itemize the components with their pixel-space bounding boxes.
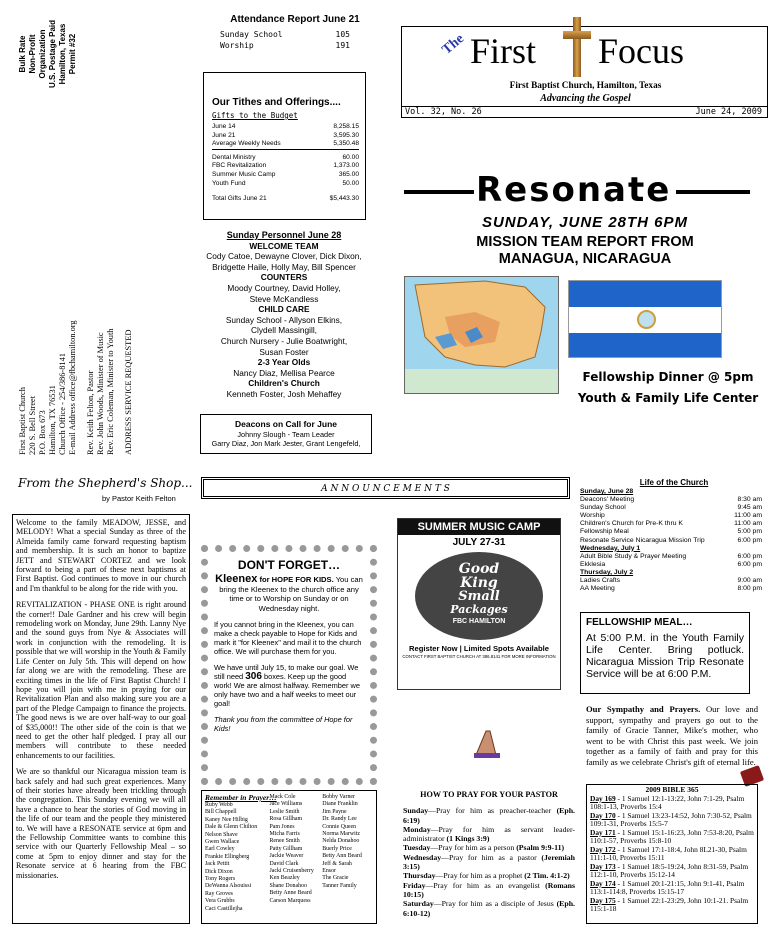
event-time: 6:00 pm [737, 560, 762, 568]
total-value: $5,443.30 [329, 195, 359, 203]
personnel-line: Kenneth Foster, Josh Mehaffey [226, 388, 342, 399]
personnel-line: Susan Foster [259, 346, 309, 357]
pastor-prayer [403, 790, 575, 918]
prayer-name: Shane Donahoo [269, 882, 307, 889]
announcements-banner: A N N O U N C E M E N T S [201, 477, 570, 499]
paragraph [16, 518, 186, 593]
event-name: Fellowship Meal [580, 528, 629, 536]
life-title: Life of the Church [639, 478, 709, 487]
personnel-title: Sunday Personnel June 28 [226, 230, 342, 240]
weekday: Friday [403, 880, 426, 890]
fellowship-text: At 5:00 P.M. in the Youth Family Life Center. Bring potluck. Nicaragua Mission Trip Resonate Service will be at 6:00 P.M. [586, 632, 744, 680]
life-event [580, 561, 768, 569]
indicia-line: Organization [38, 29, 47, 79]
scripture-ref: (Eph. 6:19) [403, 806, 575, 825]
prayer-name: Carson Marquess [269, 897, 311, 904]
personnel-line: Nancy Diaz, Mellisa Pearce [233, 367, 335, 378]
life-of-church [580, 478, 768, 593]
event-time: 5:00 pm [737, 528, 762, 536]
prayer-name: Bill Chappell [205, 809, 237, 816]
indicia-line: Non-Profit [28, 34, 37, 74]
tithe-label: Youth Fund [212, 179, 246, 187]
resonate-rule-right [676, 190, 750, 194]
prayer-name: Tony Rogers [205, 876, 236, 883]
event-time: 11:00 am [734, 520, 762, 528]
shepherd-title: From the Shepherd's Shop... [18, 476, 193, 490]
attendance-value: 191 [335, 41, 350, 50]
event-time: 6:00 pm [737, 552, 762, 560]
day-reading: - 1 Samuel 17:1-18:4, John 8L21-30, Psalm 111:1-10, Proverbs 15:11 [590, 844, 747, 862]
fellowship-meal-box [580, 612, 750, 694]
prayer-name: Vera Grubbs [205, 898, 235, 905]
day-label: Day 169 [590, 793, 616, 803]
weekday: Thursday [403, 871, 436, 881]
event-time: 8:30 am [737, 496, 762, 504]
personnel-line: Cody Catoe, Dewayne Clover, Dick Dixon, [206, 251, 362, 262]
tithe-label: Dental Ministry [212, 153, 256, 161]
life-event [580, 504, 768, 512]
weekday: Tuesday [403, 843, 431, 853]
paragraph-text: We are so thankful our Nicaragua mission team is back safely and had such great experiences. Many of their stories have already been trickling through the congregation. This Sunday evening we will all have a chance to hear the stories of God moving in the life of our team and the people they ministered to. We will have a RESONATE service at 6pm and the Fellowship Committee wants to combine this service with our Quarterly Fellowship Meal – so come at 5pm to enjoy dinner and stay for the Resonate service at 6 hearing from the FBC missionaries. [16, 767, 186, 880]
life-event [580, 496, 768, 504]
resonate-line: MISSION TEAM REPORT FROM [476, 234, 694, 250]
day-label: Day 172 [590, 844, 616, 854]
personnel-line: Sunday School - Allyson Elkins, [225, 314, 343, 325]
prayer-column [322, 794, 373, 913]
prayer-focus: —Pray for him as a pastor [441, 852, 542, 862]
prayer-focus: —Pray for him as a person [430, 843, 517, 853]
paragraph [16, 600, 186, 760]
bible-day [590, 795, 754, 812]
event-name: Deacons' Meeting [580, 496, 635, 504]
hope-for-kids: for HOPE FOR KIDS. [257, 575, 334, 584]
paragraph-text: REVITALIZATION - PHASE ONE is right around the corner!! Dale Gardner and his crew will begin remodeling work on Monday, June 29th. Lanny Nye and the sound guys from Nye & Associates will work in conjunction with the remodeling. It is possible that we will worship in the Youth & Family Life Center on July 5th. This will depend on how far along we are with the remodeling. These are exciting times in the life of First Baptist Church! I hope you will join with me in praying for our Revitalization Plan and also making sure you are a part of the Pledge Campaign to finance the projects. The good news is we are over half-way to our goal of $35,000!! The other side of the coin is that we need to get the other half pledged. I pray all our members will contribute to these needed enhancements to our facilities. [16, 600, 186, 760]
sympathy [586, 704, 758, 767]
kleenex-box [201, 545, 377, 785]
camp-logo [415, 552, 543, 640]
sunday-personnel [200, 230, 368, 400]
prayer-focus: —Pray for him as an evangelist [425, 880, 546, 890]
prayer-name: Ken Beazley [269, 875, 300, 882]
camp-register: Register Now | Limited Spots Available [409, 644, 549, 653]
scripture-ref: (Eph. 6:10-12) [403, 899, 575, 918]
prayer-name: Tanner Family [322, 882, 357, 889]
tithe-label: June 14 [212, 123, 236, 130]
prayer-name: Renee Smith [269, 838, 300, 845]
kleenex-title: DON'T FORGET… [237, 558, 341, 572]
prayer-name: Pam Jones [269, 823, 295, 830]
tithe-row [212, 123, 359, 132]
prayer-name: DeWanna Alsouissi [205, 883, 252, 890]
prayer-name: Leslie Smith [269, 808, 300, 815]
prayer-name: Ray Groves [205, 890, 233, 897]
pastor-prayer-line [403, 843, 575, 852]
tithe-row [212, 140, 359, 150]
weekday: Monday [403, 824, 431, 834]
map-image [405, 277, 559, 394]
scripture-ref: (Psalm 9:9-11) [516, 843, 565, 853]
attendance-label: Worship [220, 41, 254, 50]
pastor-prayer-title: HOW TO PRAY FOR YOUR PASTOR [420, 790, 558, 799]
prayer-name: Jack Pettit [205, 861, 230, 868]
bible-days [590, 795, 754, 914]
prayer-focus: —Pray for him as a prophet [435, 871, 525, 881]
cross-icon [563, 17, 591, 77]
life-day: Sunday, June 28 [580, 488, 634, 495]
tithes-rows [212, 123, 359, 188]
tithe-label: June 21 [212, 131, 236, 139]
prayer-name: Earl Cowley [205, 846, 235, 853]
prayer-name: Patty Gillham [269, 845, 303, 852]
indicia-line: Permit #32 [68, 33, 77, 75]
day-label: Day 170 [590, 810, 616, 820]
tithe-value: 8,258.15 [333, 123, 359, 130]
personnel-line: Clydell Massingill, [251, 325, 317, 336]
personnel-heading: 2-3 Year Olds [257, 357, 311, 368]
event-name: Worship [580, 512, 605, 520]
event-name: AA Meeting [580, 585, 615, 593]
event-name: Resonate Service Nicaragua Mission Trip [580, 536, 705, 544]
tithes-subtitle: Gifts to the Budget [212, 111, 298, 120]
boxes-needed: 306 [245, 671, 262, 682]
personnel-heading: WELCOME TEAM [249, 240, 319, 251]
camp-title: SUMMER MUSIC CAMP [398, 519, 560, 535]
prayer-name: Ruby Webb [205, 802, 233, 808]
sympathy-lead: Our Sympathy and Prayers. [586, 704, 701, 714]
fellowship-title: FELLOWSHIP MEAL… [586, 617, 693, 628]
bible-title: 2009 BIBLE 365 [645, 785, 699, 794]
prayer-name: Betty Ann Beard [322, 853, 362, 860]
camp-contact: CONTACT FIRST BAPTIST CHURCH AT 386.8141 FOR MORE INFORMATION [402, 654, 556, 659]
day-reading: - 1 Samuel 15:1-16:23, John 7:53-8:20, Psalm 110:1-57, Proverbs 15:8-10 [590, 827, 754, 845]
address-line: Rev. John Woods, Minister of Music [96, 332, 105, 455]
tithe-label: Average Weekly Needs [212, 140, 281, 148]
kleenex-text: We have until July 15, to make our goal. We still need [214, 663, 359, 681]
issue-date: June 24, 2009 [695, 107, 762, 117]
prayer-name: Caci Castillejha [205, 905, 243, 912]
music-camp-ad [397, 518, 561, 690]
personnel-lines [200, 241, 368, 400]
day-reading: - 1 Samuel 22:1-23:29, John 10:1-21. Psalm 115:1-18 [590, 895, 749, 913]
address-line: Hamilton, TX 76531 [48, 385, 57, 455]
prayer-name: Micha Farris [269, 831, 300, 838]
personnel-line: Moody Courtney, David Holley, [227, 282, 341, 293]
return-address [18, 320, 134, 455]
personnel-heading: COUNTERS [260, 272, 308, 283]
prayer-column [269, 794, 322, 913]
motto: Advancing the Gospel [540, 93, 631, 104]
day-label: Day 175 [590, 895, 616, 905]
tithe-value: 5,350.48 [333, 140, 359, 148]
logo-text: King [460, 575, 498, 591]
indicia-line: U.S. Postage Paid [48, 19, 57, 88]
deacons-line: Garry Diaz, Jon Mark Jester, Grant Lengefeld, [211, 439, 361, 448]
logo-text: FBC HAMILTON [452, 618, 506, 625]
weekday: Sunday [403, 806, 429, 816]
life-event [580, 528, 768, 536]
day-label: Day 173 [590, 861, 616, 871]
address-line: Rev. Eric Coleman, Minister to Youth [106, 328, 115, 455]
the-label: The [439, 31, 468, 58]
attendance-row [220, 29, 350, 40]
event-name: Ladies Crafts [580, 577, 621, 585]
scripture-ref: (1 Kings 3:9) [446, 834, 490, 844]
event-name: Children's Church for Pre-K thru K [580, 520, 683, 528]
day-reading: - 1 Samuel 12:1-13:22, John 7:1-29, Psalm 108:1-13, Proverbs 15:4 [590, 793, 745, 811]
attendance-row [220, 40, 350, 51]
event-time: 9:00 am [737, 577, 762, 585]
address-line: P.O. Box 673 [38, 410, 47, 455]
bible-day [590, 863, 754, 880]
day-reading: - 1 Samuel 20:1-21:15, John 9:1-41, Psalm 113:1-114:8, Proverbs 15:15-17 [590, 878, 745, 896]
bible-day [590, 897, 754, 914]
personnel-heading: CHILD CARE [258, 304, 310, 315]
kleenex-text: boxes. Keep up the good work! We are almost halfway. Remember we only have two and a half weeks to meet our goal! [214, 672, 360, 708]
shepherd-article [12, 514, 190, 924]
day-label: Day 174 [590, 878, 616, 888]
logo-text: Small [458, 589, 500, 604]
prayer-focus: —Pray for him as servant leader-administrator [403, 824, 575, 844]
prayer-name: Ensor [322, 868, 336, 875]
pastor-prayer-lines [403, 806, 575, 918]
title-focus: Focus [598, 31, 685, 71]
tithe-label: Summer Music Camp [212, 170, 276, 178]
prayer-focus: —Pray for him as preacher-teacher [428, 806, 557, 816]
event-time: 11:00 am [734, 512, 762, 520]
kleenex-p1 [214, 575, 364, 613]
prayer-focus: —Pray for him as a disciple of Jesus [433, 899, 557, 909]
prayer-name: The Gracie [322, 875, 349, 882]
tithe-row [212, 154, 359, 163]
prayer-name: Jacki Cruisenberry [269, 868, 314, 875]
tithe-value: 50.00 [342, 179, 359, 187]
bible-day [590, 812, 754, 829]
paragraph-text: Welcome to the family MEADOW, JESSE, and MELODY! What a special Sunday as three of the Almeida family came forward requesting baptism and membership. It is such an honor to baptize JETT and STEWART CORTEZ and we look forward to being a part of these next baptisms at First Baptist. God continues to move in our church and I'm thankful to be along for the ride with you. [16, 518, 186, 593]
prayer-name: Jeff & Sarah [322, 860, 352, 867]
personnel-line: Steve McKandless [249, 293, 319, 304]
life-event [580, 577, 768, 585]
prayer-name: David Clark [269, 860, 299, 867]
life-day: Wednesday, July 1 [580, 544, 641, 552]
prayer-name: Jim Payne [322, 808, 347, 815]
prayer-name: Nelda Donahoo [322, 838, 360, 845]
event-name: Adult Bible Study & Prayer Meeting [580, 552, 687, 560]
prayer-name: Nelson Shave [205, 831, 238, 838]
indicia-line: Bulk Rate [18, 35, 27, 73]
kleenex-p2: If you cannot bring in the Kleenex, you can make a check payable to Hope for Kids and mark it "for Kleenex" and mail it to the church office. We will purchase them for you. [214, 620, 362, 656]
kleenex-p3 [214, 663, 364, 708]
indicia-line: Hamilton, Texas [58, 23, 67, 85]
personnel-heading: Children's Church [248, 378, 320, 389]
weekday: Saturday [403, 899, 434, 909]
attendance-label: Sunday School [220, 30, 283, 39]
nicaragua-map [404, 276, 559, 394]
mailing-indicia [18, 20, 78, 88]
prayer-name: Connie Queen [322, 823, 357, 830]
address-line: Church Office - 254/386-8141 [58, 353, 67, 455]
pastor-prayer-line [403, 825, 575, 844]
address-line: ADDRESS SERVICE REQUESTED [124, 329, 133, 455]
bible-day [590, 846, 754, 863]
praying-hands-graphic [470, 725, 504, 759]
tithe-value: 3,595.30 [333, 131, 359, 139]
prayer-name: Dick Dixon [205, 868, 233, 875]
scripture-ref: (Jeremiah 3:15) [403, 852, 575, 872]
prayer-column [205, 802, 269, 913]
nicaragua-flag [568, 280, 722, 358]
logo-text: Packages [450, 603, 508, 616]
deacons-title: Deacons on Call for June [234, 419, 338, 429]
prayer-name: Diane Franklin [322, 801, 358, 808]
tithes-box [203, 72, 366, 220]
prayer-name: Kaney Nee Hilbig [205, 816, 248, 823]
day-label: Day 171 [590, 827, 616, 837]
life-event [580, 512, 768, 520]
prayer-name: Rosa Gillham [269, 816, 303, 823]
attendance-value: 105 [335, 30, 350, 39]
life-event [580, 553, 768, 561]
tithes-total [212, 194, 359, 203]
deacons-line: Johnny Slough - Team Leader [237, 430, 335, 439]
event-time: 8:00 pm [737, 585, 762, 593]
tithes-title: Our Tithes and Offerings.... [212, 97, 341, 108]
resonate-line: MANAGUA, NICARAGUA [498, 251, 672, 267]
personnel-line: Bridgette Haile, Holly May, Bill Spencer [212, 261, 356, 272]
masthead [401, 26, 768, 118]
day-reading: - 1 Samuel 13:23-14:52, John 7:30-52, Psalm 109:1-31, Proverbs 15:5-7 [590, 810, 752, 828]
tithe-value: 365.00 [338, 170, 359, 178]
event-time: 6:00 pm [737, 536, 762, 544]
prayer-name: Dr. Randy Lee [322, 816, 357, 823]
prayer-name: Betty Anne Beard [269, 890, 312, 897]
bible-day [590, 829, 754, 846]
kleenex-p4: Thank you from the committee of Hope for Kids! [214, 715, 353, 733]
scripture-ref: (2 Tim. 4:1-2) [524, 871, 570, 881]
tithe-value: 1,373.00 [333, 162, 359, 170]
life-day: Thursday, July 2 [580, 568, 634, 576]
sympathy-text: Our love and support, sympathy and prayers go out to the family of Gracie Tanner, Mike's mother, who went to be with Christ this past week. We join together as a family of faith and pray for this family as we celebrate Christ's gift of eternal life. [586, 704, 758, 767]
event-name: Sunday School [580, 504, 626, 512]
prayer-list [201, 790, 377, 924]
prayer-name: Norma Marwitz [322, 831, 361, 838]
resonate-title: Resonate [476, 170, 672, 210]
prayer-name: Dale & Glenn Chilton [205, 824, 258, 831]
day-reading: - 1 Samuel 18:5-19:24, John 8:31-59, Psalm 112:1-10, Proverbs 15:12-14 [590, 861, 749, 879]
tithe-row [212, 180, 359, 189]
pastor-prayer-line [403, 853, 575, 872]
emblem-icon [637, 310, 656, 329]
life-groups [580, 488, 768, 593]
event-time: 9:45 am [737, 504, 762, 512]
attendance-report [200, 14, 390, 51]
kleenex-text: You can bring the Kleenex to the church office any time or to Worship on Sunday or on Wednesday night. [219, 575, 363, 613]
personnel-line: Church Nursery - Julie Boatwright, [220, 335, 348, 346]
scripture-ref: (Romans 10:15) [403, 880, 575, 899]
paragraph [16, 767, 186, 880]
camp-dates: JULY 27-31 [452, 537, 506, 548]
life-event [580, 520, 768, 528]
title-first: First [470, 31, 537, 71]
pastor-prayer-line [403, 806, 575, 825]
volume: Vol. 32, No. 26 [405, 107, 482, 117]
tithe-label: FBC Revitalization [212, 162, 267, 170]
logo-text: Good [458, 561, 500, 577]
pastor-prayer-line [403, 881, 575, 900]
life-event [580, 585, 768, 593]
fellowship-dinner: Fellowship Dinner @ 5pm [582, 370, 754, 384]
life-event [580, 537, 768, 545]
deacons-box [200, 414, 372, 454]
pastor-prayer-line [403, 871, 575, 880]
prayer-name: Gwen Wallace [205, 839, 240, 846]
prayer-name: Bobby Varner [322, 794, 355, 800]
prayer-name: Jackie Weaver [269, 853, 304, 860]
address-line: Rev. Keith Felton, Pastor [86, 370, 95, 455]
church-name: First Baptist Church, Hamilton, Texas [509, 81, 662, 91]
prayer-name: Mack Cole [269, 794, 296, 800]
resonate-rule-left [404, 190, 474, 194]
prayer-name: Frankie Ellingberg [205, 853, 250, 860]
bible-day [590, 880, 754, 897]
bible-365 [586, 784, 758, 924]
family-center: Youth & Family Life Center [577, 391, 759, 405]
prayer-name: Jace Williams [269, 801, 303, 808]
prayer-name: Buerly Price [322, 845, 352, 852]
resonate-date: SUNDAY, JUNE 28TH 6PM [481, 214, 689, 231]
pastor-prayer-line [403, 899, 575, 918]
byline: by Pastor Keith Felton [102, 494, 176, 503]
address-line: First Baptist Church [18, 387, 27, 455]
kleenex-word: Kleenex [215, 573, 258, 585]
total-label: Total Gifts June 21 [212, 195, 267, 203]
tithe-row [212, 132, 359, 141]
tithe-row [212, 162, 359, 171]
weekday: Wednesday [403, 852, 442, 862]
attendance-title: Attendance Report June 21 [230, 14, 360, 25]
address-line: 220 S. Bell Street [28, 395, 37, 455]
praying-hands-icon [470, 725, 504, 759]
tithe-row [212, 171, 359, 180]
address-line: E-mail Address office@fbchamilton.org [68, 320, 77, 455]
tithe-value: 60.00 [342, 153, 359, 161]
event-name: Ekklesia [580, 560, 606, 568]
prayer-title: Remember in Prayer… [205, 793, 277, 802]
